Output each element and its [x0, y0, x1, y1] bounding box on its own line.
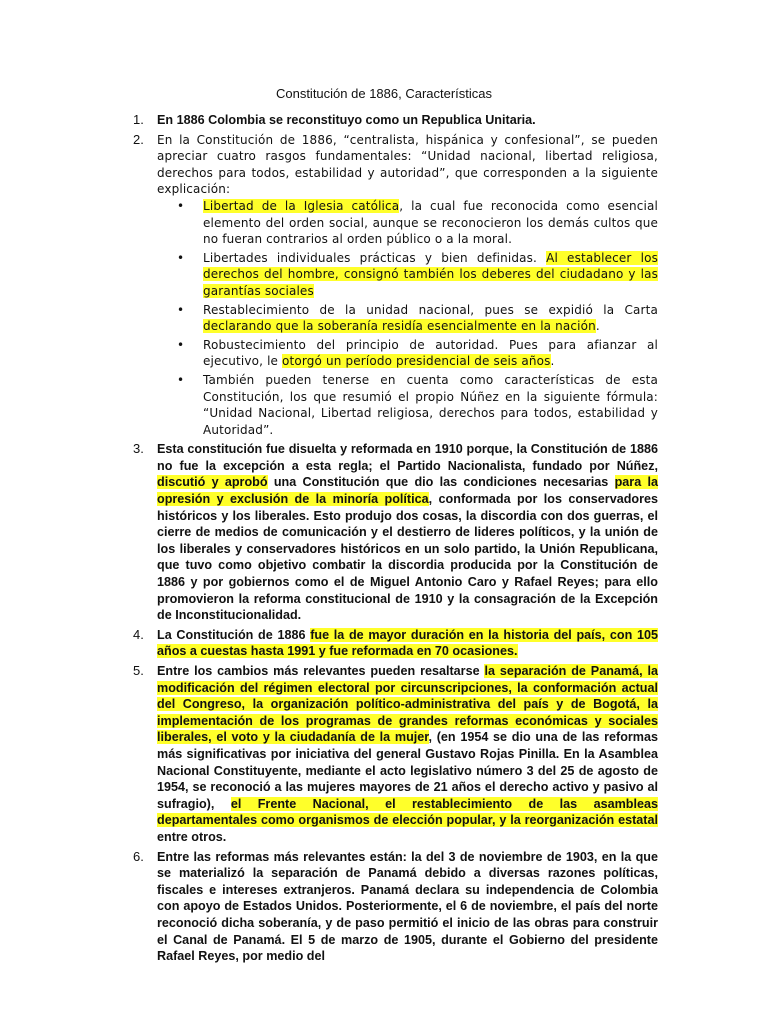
document-body [133, 112, 659, 968]
text-segment: entre otros. [157, 829, 227, 844]
item-number: 2. [133, 131, 144, 147]
bullet-icon: • [177, 372, 185, 387]
list-item [133, 848, 658, 965]
text-segment: La Constitución de 1886 [157, 627, 311, 642]
item-text [157, 849, 658, 965]
text-segment: Entre los cambios más relevantes pueden resaltarse [157, 664, 485, 678]
bullet-list [157, 198, 658, 438]
highlighted-text: el Frente Nacional, el restablecimiento de las asambleas departamentales como organismos de elección popular, y la reorganización estatal [157, 796, 659, 828]
highlighted-text: para la opresión y exclusión de la minoría política [157, 475, 658, 507]
text-segment: En la Constitución de 1886, “centralista, hispánica y confesional”, se pueden apreciar cuatro rasgos fundamentales: “Unidad nacional, libertad religiosa, derechos para todos, estabilidad y autoridad”, que corresponden a la siguiente explicación: [157, 132, 658, 197]
text-segment: , la cual fue reconocida como esencial elemento del orden social, aunque se reconocieron los demás cultos que no fueran contrarios al orden público o a la moral. [203, 198, 658, 247]
numbered-list [133, 112, 659, 965]
item-text [157, 112, 658, 129]
bullet-item [177, 372, 658, 438]
bullet-icon: • [177, 302, 185, 317]
highlighted-text: discutió y aprobó [157, 475, 268, 490]
item-text [157, 663, 658, 846]
document-title: Constitución de 1886, Características [275, 86, 493, 101]
item-number: 3. [133, 441, 144, 457]
text-segment: . [550, 354, 555, 369]
bullet-icon: • [177, 250, 185, 265]
highlighted-text: declarando que la soberanía residía esencialmente en la nación [203, 319, 596, 334]
list-item [133, 131, 658, 439]
highlighted-text: otorgó un período presidencial de seis años [282, 354, 551, 369]
item-number: 1. [133, 112, 144, 127]
item-text [157, 441, 658, 624]
text-segment: Esta constitución fue disuelta y reformada en 1910 porque, la Constitución de 1886 no fue la excepción a esta regla; el Partido Nacionalista, fundado por Núñez, [157, 442, 658, 473]
highlighted-text: Al establecer los derechos del hombre, consignó también los deberes del ciudadano y las garantías sociales [203, 250, 658, 298]
text-segment: También pueden tenerse en cuenta como características de esta Constitución, los que resumió el propio Núñez en la siguiente fórmula: “Unidad Nacional, Libertad religiosa, derechos para todos, estabilidad y Autoridad”. [203, 372, 658, 437]
highlighted-text: Libertad de la Iglesia católica [203, 198, 400, 213]
text-segment: En 1886 Colombia se reconstituyo como un Republica Unitaria. [157, 113, 536, 127]
bullet-item [177, 302, 658, 335]
text-segment: , conformada por los conservadores históricos y los liberales. Esto produjo dos cosas, la discordia con dos guerras, el cierre de medios de comunicación y el destierro de lideres políticos, y la unión de los liberales y conservadores históricos en un solo partido, la Unión Republicana, que tuvo como objetivo combatir la discordia producida por la Constitución de 1886 y por gobiernos como el de Miguel Antonio Caro y Rafael Reyes; para ello promovieron la reforma constitucional de 1910 y la consagración de la Excepción de Inconstitucionalidad. [157, 492, 658, 623]
bullet-icon: • [177, 198, 185, 213]
item-number: 5. [133, 663, 144, 678]
item-number: 6. [133, 848, 144, 864]
text-segment: una Constitución que dio las condiciones necesarias [267, 475, 615, 490]
list-item [133, 626, 658, 660]
text-segment: Libertades individuales prácticas y bien definidas. [203, 250, 547, 265]
text-segment: . [595, 319, 600, 334]
list-item [133, 112, 658, 129]
list-item [133, 663, 659, 846]
text-segment: Restablecimiento de la unidad nacional, pues se expidió la Carta [203, 302, 658, 317]
text-segment: , (en 1954 se dio una de las reformas más significativas por iniciativa del general Gustavo Rojas Pinilla. En la Asamblea Nacional Constituyente, mediante el acto legislativo número 3 del 25 de agosto de 1954, se reconoció a las mujeres mayores de 21 años el derecho activo y pasivo al sufragio), [157, 730, 658, 811]
item-text [157, 627, 658, 660]
bullet-icon: • [177, 337, 185, 352]
item-text [157, 132, 658, 198]
text-segment: Robustecimiento del principio de autoridad. Pues para afianzar al ejecutivo, le [203, 337, 658, 369]
bullet-item [177, 250, 658, 300]
text-segment: Entre las reformas más relevantes están: la del 3 de noviembre de 1903, en la que se materializó la separación de Panamá debido a diversas razones políticas, fiscales e intereses extranjeros. Panamá declara su independencia de Colombia con apoyo de Estados Unidos. Posteriormente, el 6 de noviembre, el país del norte reconoció dicha soberanía, y de paso permitió el inicio de las obras para construir el Canal de Panamá. El 5 de marzo de 1905, durante el Gobierno del presidente Rafael Reyes, por medio del [157, 849, 658, 964]
bullet-item [177, 337, 658, 370]
highlighted-text: fue la de mayor duración en la historia del país, con 105 años a cuestas hasta 1991 y fue reformada en 70 ocasiones. [157, 627, 658, 659]
list-item [133, 441, 658, 624]
bullet-item [177, 198, 658, 248]
highlighted-text: la separación de Panamá, la modificación del régimen electoral por circunscripciones, la conformación actual del Congreso, la organización político-administrativa del país y de Bogotá, la implementación de los programas de grandes reformas económicas y sociales liberales, el voto y la ciudadanía de la mujer [157, 664, 658, 745]
item-number: 4. [133, 626, 144, 642]
